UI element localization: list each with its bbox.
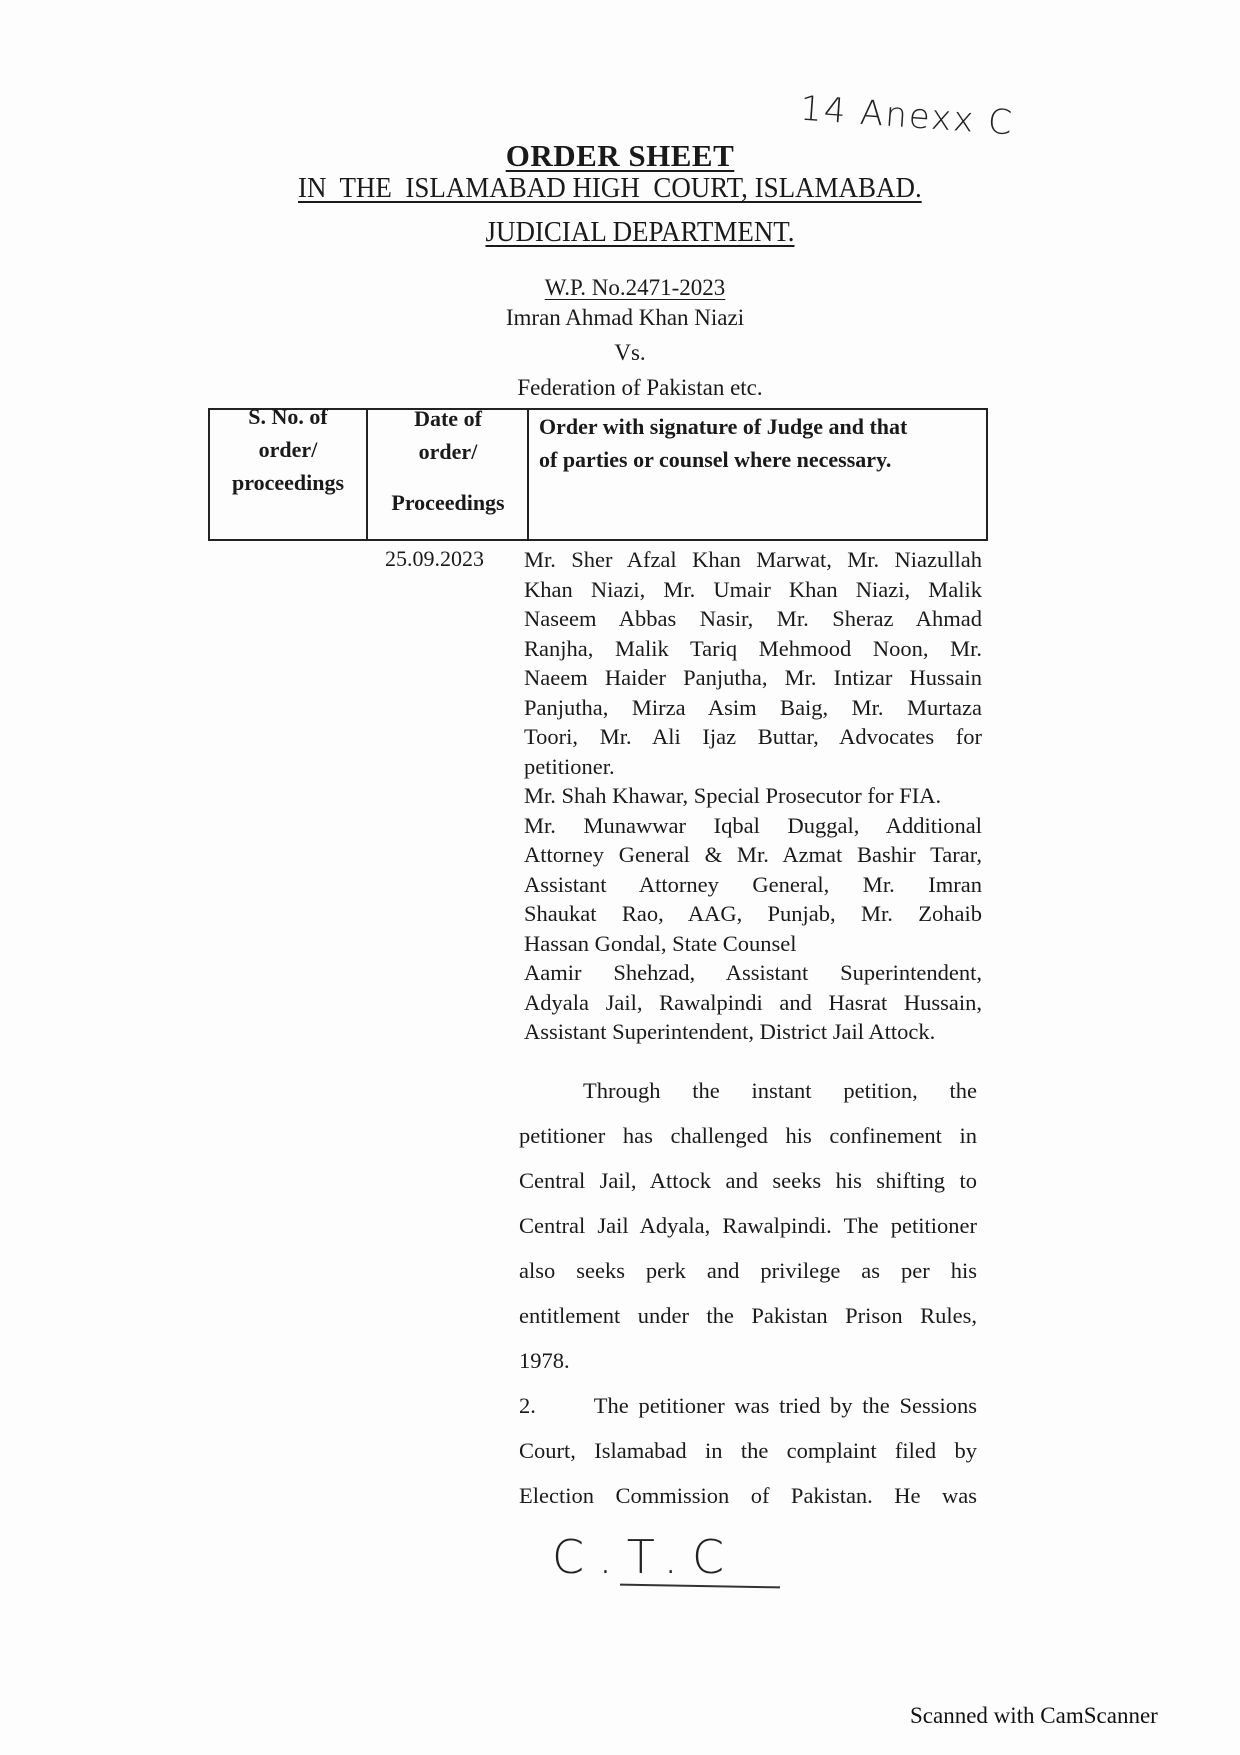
header-order — [539, 410, 979, 476]
body-line: also seeks perk and privilege as per his — [519, 1258, 977, 1283]
petitioner-name: Imran Ahmad Khan Niazi — [505, 305, 745, 330]
appearance-line: Shaukat Rao, AAG, Punjab, Mr. Zohaib — [524, 901, 982, 926]
header-line: of parties or counsel where necessary. — [539, 447, 892, 472]
body-line: Central Jail Adyala, Rawalpindi. The petitioner — [519, 1213, 977, 1238]
body-line: 1978. — [519, 1348, 570, 1373]
appearance-line: Panjutha, Mirza Asim Baig, Mr. Murtaza — [524, 694, 982, 720]
appearance-line: Mr. Sher Afzal Khan Marwat, Mr. Niazullah — [524, 547, 982, 572]
department-name — [63, 216, 1216, 249]
appearance-line: Naseem Abbas Nasir, Mr. Sheraz Ahmad — [524, 606, 982, 631]
appearance-line: Hassan Gondal, State Counsel — [524, 930, 797, 956]
body-line: entitlement under the Pakistan Prison Rules, — [519, 1303, 977, 1328]
appearance-line: Aamir Shehzad, Assistant Superintendent, — [524, 960, 982, 985]
appearance-line: Mr. Munawwar Iqbal Duggal, Additional — [524, 812, 982, 838]
body-line: Election Commission of Pakistan. He was — [519, 1483, 977, 1508]
header-date — [368, 402, 528, 519]
header-line: S. No. of — [248, 404, 328, 429]
header-line: Date of — [414, 406, 482, 431]
appearance-line: Attorney General & Mr. Azmat Bashir Tarar, — [524, 842, 982, 867]
case-number — [15, 275, 1240, 301]
page-title — [0, 138, 1240, 174]
appearance-line: Assistant Superintendent, District Jail Attock. — [524, 1019, 936, 1044]
appearance-line: Mr. Shah Khawar, Special Prosecutor for FIA. — [524, 783, 942, 808]
appearance-line: Adyala Jail, Rawalpindi and Hasrat Hussain, — [524, 989, 982, 1015]
appearance-line: Assistant Attorney General, Mr. Imran — [524, 871, 982, 897]
body-line: Court, Islamabad in the complaint filed by — [519, 1438, 977, 1463]
respondent-name: Federation of Pakistan etc. — [517, 375, 763, 400]
signature-underline — [620, 1584, 780, 1589]
header-line: order/ — [258, 437, 318, 462]
header-line: Proceedings — [391, 490, 505, 515]
body-line: 2. The petitioner was tried by the Sessions — [519, 1393, 977, 1418]
court-name — [298, 172, 949, 205]
order-date: 25.09.2023 — [385, 546, 484, 571]
appearance-line: petitioner. — [524, 753, 615, 779]
header-serial-number — [210, 400, 366, 499]
appearance-line: Ranjha, Malik Tariq Mehmood Noon, Mr. — [524, 635, 982, 661]
header-line: order/ — [418, 439, 478, 464]
court-text: IN THE ISLAMABAD HIGH COURT, ISLAMABAD. — [298, 172, 922, 204]
department-text: JUDICIAL DEPARTMENT. — [485, 216, 795, 248]
ctc-signature: C.T.C — [552, 1530, 739, 1584]
appearance-line: Khan Niazi, Mr. Umair Khan Niazi, Malik — [524, 576, 982, 602]
title-text: ORDER SHEET — [505, 138, 735, 173]
handwritten-annex-note: 14 Anexx C — [798, 88, 1016, 144]
appearance-line: Toori, Mr. Ali Ijaz Buttar, Advocates for — [524, 724, 982, 749]
header-line: Order with signature of Judge and that — [539, 414, 908, 439]
versus-label: Vs. — [614, 340, 646, 365]
case-number-text: W.P. No.2471-2023 — [544, 275, 726, 300]
body-line: Central Jail, Attock and seeks his shifting to — [519, 1168, 977, 1193]
body-line: Through the instant petition, the — [583, 1078, 977, 1103]
appearance-line: Naeem Haider Panjutha, Mr. Intizar Hussain — [524, 665, 982, 690]
scanner-watermark: Scanned with CamScanner — [910, 1703, 1158, 1728]
body-line: petitioner has challenged his confinement in — [519, 1123, 977, 1148]
header-line: proceedings — [231, 470, 345, 495]
